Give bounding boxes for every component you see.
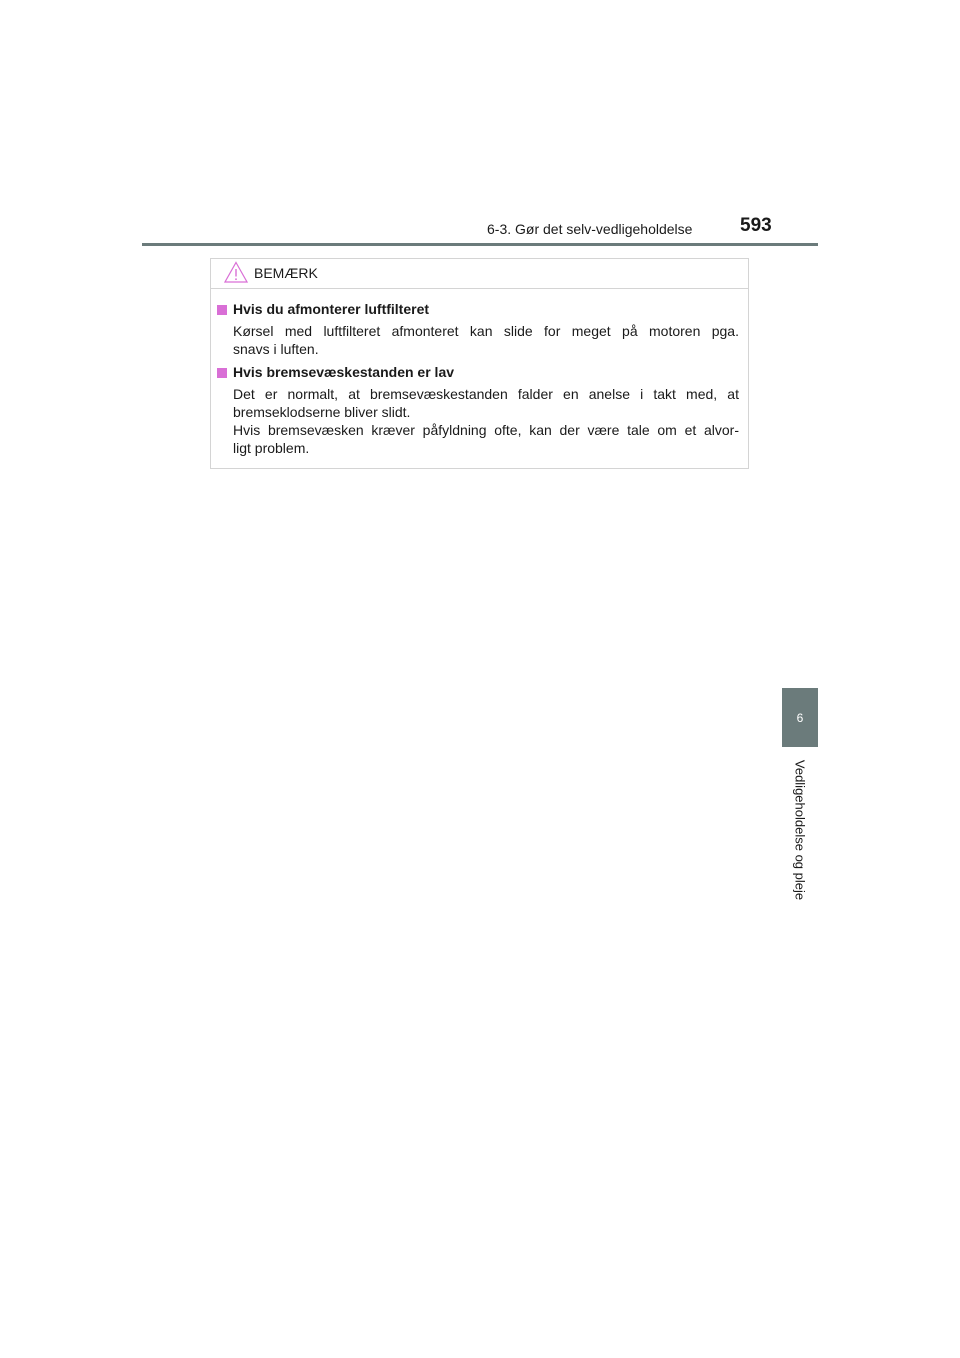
section-paragraph [233, 322, 739, 358]
bullet-square-icon [217, 368, 227, 378]
chapter-tab [782, 688, 818, 747]
paragraph-line: ligt problem. [233, 440, 310, 456]
notice-title: BEMÆRK [254, 265, 318, 281]
notice-box [210, 258, 749, 469]
notice-section-air-filter [217, 300, 739, 358]
section-heading-text: Hvis bremsevæskestanden er lav [233, 364, 455, 380]
paragraph-line: Hvis bremsevæsken kræver påfyldning ofte, kan der være tale om et alvor- [233, 422, 739, 438]
notice-section-brake-fluid [217, 363, 739, 457]
section-title: 6-3. Gør det selv-vedligeholdelse [487, 221, 693, 237]
section-heading [217, 363, 739, 382]
paragraph-line: snavs i luften. [233, 341, 319, 357]
page-number: 593 [740, 215, 772, 236]
warning-triangle-icon [224, 261, 248, 283]
section-paragraph [233, 385, 739, 457]
chapter-number: 6 [796, 710, 804, 725]
section-heading-text: Hvis du afmonterer luftfilteret [233, 301, 430, 317]
chapter-label: Vedligeholdelse og pleje [792, 759, 808, 901]
section-heading [217, 300, 739, 319]
paragraph-line: bremseklodserne bliver slidt. [233, 404, 411, 420]
notice-header [211, 259, 748, 289]
notice-body [211, 289, 748, 457]
paragraph-line: Det er normalt, at bremsevæskestanden falder en anelse i takt med, at [233, 386, 739, 402]
paragraph-line: Kørsel med luftfilteret afmonteret kan slide for meget på motoren pga. [233, 323, 739, 339]
header-divider [142, 243, 818, 246]
bullet-square-icon [217, 305, 227, 315]
